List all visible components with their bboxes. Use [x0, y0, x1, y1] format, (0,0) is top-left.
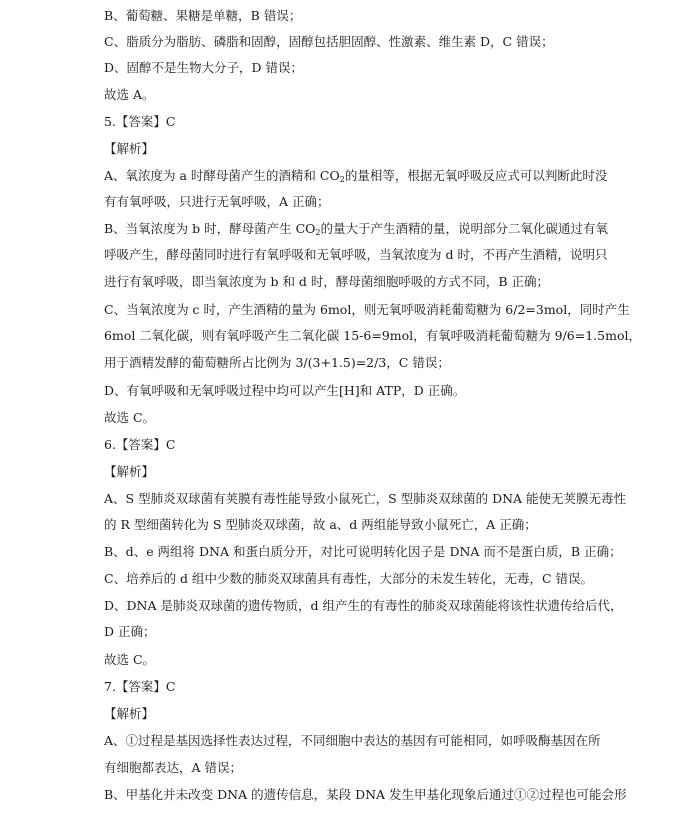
text-line: 6mol 二氧化碳，则有氧呼吸产生二氧化碳 15-6=9mol，有氧呼吸消耗葡萄糖为 9/6=1.5mol， [104, 328, 641, 343]
text-line: D、有氧呼吸和无氧呼吸过程中均可以产生[H]和 ATP，D 正确。 [104, 383, 466, 398]
text-segment: 的量大于产生酒精的量，说明部分二氧化碳通过有氧 [320, 221, 609, 236]
text-line: D 正确； [104, 624, 156, 639]
text-line: D、固醇不是生物大分子，D 错误； [104, 60, 304, 75]
text-segment: A、氧浓度为 a 时酵母菌产生的酒精和 CO [104, 168, 340, 183]
text-line: A、①过程是基因选择性表达过程，不同细胞中表达的基因有可能相同，如呼吸酶基因在所 [104, 733, 601, 748]
text-segment: 的量相等，根据无氧呼吸反应式可以判断此时没 [344, 168, 608, 183]
text-line: 用于酒精发酵的葡萄糖所占比例为 3/(3+1.5)=2/3，C 错误； [104, 355, 450, 370]
text-line: B、甲基化并未改变 DNA 的遗传信息，某段 DNA 发生甲基化现象后通过①②过程也可能会形 [104, 787, 627, 802]
text-line: 呼吸产生，酵母菌同时进行有氧呼吸和无氧呼吸，当氧浓度为 d 时，不再产生酒精，说明只 [104, 247, 608, 262]
text-line: C、当氧浓度为 c 时，产生酒精的量为 6mol，则无氧呼吸消耗葡萄糖为 6/2=3mol，同时产生 [104, 302, 630, 317]
text-line: 进行有氧呼吸，即当氧浓度为 b 和 d 时，酵母菌细胞呼吸的方式不同，B 正确； [104, 274, 550, 289]
subscript: 2 [339, 175, 345, 184]
text-line: A、S 型肺炎双球菌有荚膜有毒性能导致小鼠死亡，S 型肺炎双球菌的 DNA 能使无荚膜无毒性 [104, 491, 627, 506]
answer-heading: 5.【答案】C [104, 114, 176, 129]
analysis-heading: 【解析】 [104, 141, 155, 156]
text-line [104, 221, 609, 237]
text-line: C、培养后的 d 组中少数的肺炎双球菌具有毒性，大部分的未发生转化，无毒，C 错误。 [104, 571, 594, 586]
text-line: 故选 C。 [104, 410, 156, 425]
text-line: 有有氧呼吸，只进行无氧呼吸，A 正确； [104, 194, 330, 209]
text-line: 的 R 型细菌转化为 S 型肺炎双球菌，故 a、d 两组能导致小鼠死亡，A 正确； [104, 517, 537, 532]
text-line: D、DNA 是肺炎双球菌的遗传物质，d 组产生的有毒性的肺炎双球菌能将该性状遗传给后代， [104, 598, 623, 613]
text-line: B、葡萄糖、果糖是单糖，B 错误； [104, 8, 302, 23]
answer-heading: 7.【答案】C [104, 679, 176, 694]
analysis-heading: 【解析】 [104, 464, 155, 479]
text-line: C、脂质分为脂肪、磷脂和固醇，固醇包括胆固醇、性激素、维生素 D，C 错误； [104, 34, 554, 49]
text-line [104, 168, 608, 184]
analysis-heading: 【解析】 [104, 706, 155, 721]
text-line: 有细胞都表达，A 错误； [104, 760, 243, 775]
text-segment: B、当氧浓度为 b 时，酵母菌产生 CO [104, 221, 316, 236]
text-line: 故选 A。 [104, 87, 155, 102]
subscript: 2 [315, 228, 321, 237]
text-line: 故选 C。 [104, 652, 156, 667]
text-line: B、d、e 两组将 DNA 和蛋白质分开，对比可说明转化因子是 DNA 而不是蛋白质，B 正确； [104, 544, 622, 559]
answer-heading: 6.【答案】C [104, 437, 176, 452]
